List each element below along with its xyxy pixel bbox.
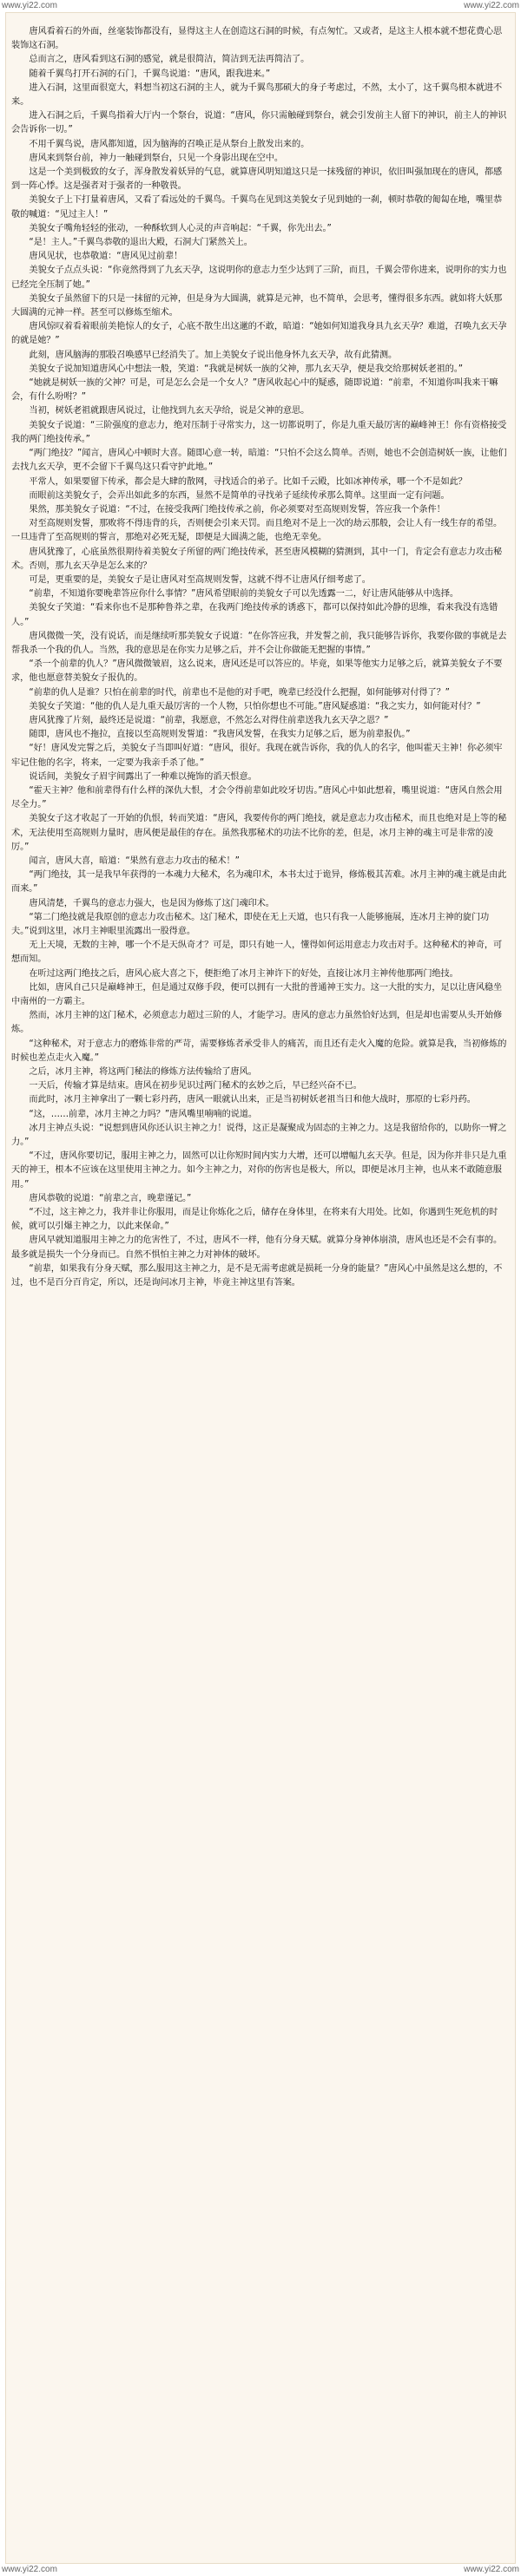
paragraph: 美貌女子说加知道唐风心中想法一般，笑道：“我就是树妖一族的父神，那九玄天孕，便是我交给那树妖老祖的。” [29,364,463,374]
paragraph: 当初，树妖老祖就跟唐风说过，让他找到九玄天孕给，说是父神的意思。 [29,406,310,416]
paragraph: “前辈，不知道你要晚辈答应你什么事情？”唐风希望眼前的美貌女子可以先透露一二，好让唐风能够从中选择。 [29,589,458,600]
paragraph: 唐风恭敬的说道：“前辈之言，晚辈谨记。” [29,1193,192,1203]
paragraph: 唐风清楚，千翼鸟的意志力强大，也是因为修炼了这门魂印术。 [29,898,274,908]
paragraph: 进入石洞之后，千翼鸟指着大厅内一个祭台，说道：“唐风，你只需触碰到祭台，就会引发前主人留下的神识，前主人的神识会告诉你一切。” [11,111,507,135]
paragraph: 美貌女子说道：“三阶强度的意志力，绝对压制于寻常实力，这一切都说明了，你是九重天最厉害的巅峰神王！你有资格接受我的两门绝技传承。” [11,420,507,444]
paragraph: 进入石洞，这里面很宽大，料想当初这石洞的主人，就为千翼鸟那硕大的身子考虑过，不然，太小了，这千翼鸟根本就进不来。 [11,82,503,108]
watermark-bottom-right: www.yi22.com [464,2565,519,2574]
paragraph: 唐风犹豫了，心底虽然很期待着美貌女子所留的两门绝技传承，甚至唐风模糊的猜测到，其中一门，肯定会有意志力攻击秘术。否则，那九玄天孕是怎么来的？ [11,547,503,571]
paragraph: 美貌女子点点头说：“你竟然得到了九玄天孕，这说明你的意志力至少达到了三阶，而且，千翼会带你进来，说明你的实力也已经完全压制了她。” [11,265,507,290]
paragraph: 唐风看着石的外面，丝毫装饰都没有，显得这主人在创造这石洞的时候，有点匆忙。又或者，是这主人根本就不想花费心思装饰这石洞。 [11,27,503,51]
article-page [5,12,516,2564]
paragraph: 美貌女子虽然留下的只是一抹留的元神，但是身为大圆满，就算是元神，也不简单，会思考，懂得很多东西。就如将大妖那大圆满的元神一样。甚至可以修炼至缩术。 [11,293,503,318]
paragraph: 美貌女子笑道：“他的仇人是九重天最厉害的一个人物，只怕你想也不可能。”唐风疑惑道：“我之实力，如何能对付？” [29,701,481,711]
paragraph: 这是一个美到极致的女子，浑身散发着妖异的气息，就算唐风明知道这只是一抹残留的神识，依旧叫强加现在的唐风，都感到一阵心悸。这是强者对于强者的一种敬畏。 [11,167,503,192]
paragraph: 而此时，冰月主神拿出了一颗七彩丹药，唐风一眼就认出来，正是当初树妖老祖当日和他大战时，那原的七彩丹药。 [29,1095,476,1105]
paragraph: 果然，那美貌女子说道：“不过，在接受我两门绝技传承之前，你必须要对至高规则发誓，答应我一个条件！ [29,504,445,515]
paragraph: “前辈，如果我有分身天赋，那么服用这主神之力，是不是无需考虑就是损耗一分身的能量？”唐风心中虽然是这么想的，不过，也不是百分百肯定，所以，还是询问冰月主神，毕竟主神这里有答案。 [11,1263,503,1288]
paragraph: 之后，冰月主神，将这两门秘法的修炼方法传输给了唐风。 [29,1067,257,1078]
paragraph: 比如，唐风自己只是巅峰神王，但是通过双修手段，便可以拥有一大批的普通神王实力。这一大批的实力，足以让唐风稳坐中南州的一方霸主。 [11,982,503,1007]
watermark-bottom [0,2564,521,2576]
paragraph: 随着千翼鸟打开石洞的石门，千翼鸟说道：“唐风，跟我进来。” [29,69,271,79]
paragraph: 而眼前这美貌女子，会弄出如此多的东西，显然不是简单的寻找弟子延续传承那么简单。这里面一定有问题。 [29,490,450,501]
paragraph: 对至高规则发誓，那败将不得违背的兵，否则便会引来天罚。而且绝对不是上一次的劫云那般，会让人有一线生存的希望。一旦违背了至高规则的誓言，那绝对必死无疑，即便是大圆满之能，也绝无幸免。 [11,519,503,543]
paragraph: 此刻，唐风脑海的那股召唤感早已经消失了。加上美貌女子说出他身怀九玄天孕，故有此猜测。 [29,350,398,360]
watermark-top-right: www.yi22.com [464,1,519,10]
paragraph: 唐风微微一笑，没有说话，而是继续听那美貌女子说道：“在你答应我，并发誓之前，我只能够告诉你，我要你做的事就是去帮我杀一个我的仇人。当然，我的意思是在你实力足够之后，并不会让你做能无把握的事情。” [11,631,507,655]
paragraph: “不过，唐风你要切记，服用主神之力，固然可以让你短时间内实力大增，还可以增幅九玄天孕。但是，因为你并非只是九重天的神王，根本不应该在这里使用主神之力。如今主神之力，对你的伤害也是极大，所以，即便是冰月主神，也从来不敢随意服用。” [11,1151,507,1190]
paragraph: “这，……前辈，冰月主神之力吗？”唐风嘴里喃喃的说道。 [29,1109,257,1119]
paragraph: 美貌女子这才收起了一开始的仇恨，转而笑道：“唐风，我要传你的两门绝技，就是意志力攻击秘术，而且也绝对是上等的秘术，无法使用至高规则力量时，唐风便是最佳的存在。虽然我那秘术的功法不比你的差，但是，冰月主神的魂主可是非常的凌厉。” [11,814,507,852]
paragraph: “第二门绝技就是我原创的意志力攻击秘术。这门秘术，即使在无上天道，也只有我一人能够施展，连冰月主神的旋门功夫。”说到这里，冰月主神眼里流露出一股得意。 [11,912,490,936]
paragraph: 唐风见状，也恭敬道：“唐风见过前辈！ [29,252,183,262]
paragraph: “好！唐风发完誓之后，美貌女子当即叫好道：“唐风，很好。我现在就告诉你，我的仇人的名字，他叫霍天主神！你必须牢牢记住他的名字，将来，一定要为我亲手杀了他。” [11,744,503,768]
paragraph: 总而言之，唐风看到这石洞的感觉，就是很简洁，简洁到无法再简洁了。 [29,55,310,65]
watermark-top [0,0,521,12]
paragraph: 唐风惊叹着看着眼前美艳惊人的女子，心底不散生出这邋的不敢，暗道：“她如何知道我身具九玄天孕？难道，召唤九玄天孕的就是她？” [11,322,507,346]
paragraph: 美貌女子嘴角轻轻的张动，一种酥软到人心灵的声音响起：“千翼，你先出去。” [29,223,332,233]
paragraph: 美貌女子上下打量着唐风，又看了看远处的千翼鸟。千翼鸟在见到这美貌女子见到她的一刹，顿时恭敬的匍匐在地，嘴里恭敬的喊道：“见过主人！” [11,195,503,220]
paragraph: 唐风来到祭台前，神力一触碰到祭台，只见一个身影出现在空中。 [29,153,283,163]
paragraph: “霍天主神？他和前辈得有什么样的深仇大恨，才会令得前辈如此咬牙切齿。”唐风心中如此想着，嘴里说道：“唐风自然会用尽全力。” [11,785,503,810]
paragraph: “她就是树妖一族的父神？可是，可是怎么会是一个女人？”唐风收起心中的疑惑，随即说道：“前辈，不知道你叫我来干嘛会，有什么吩咐？” [11,378,498,403]
paragraph: 闻言，唐风大喜，暗道：“果然有意志力攻击的秘术！” [29,855,240,866]
paragraph: 说话间，美貌女子眉宇间露出了一种难以掩饰的滔天恨意。 [29,771,257,782]
paragraph: 平常人，如果要留下传承，都会是大肆的散网，寻找适合的弟子。比如千云殿，比如冰神传承，哪一个不是如此？ [29,476,467,487]
paragraph: 然而，冰月主神的这门秘术，必须意志力超过三阶的人，才能学习。唐风的意志力虽然恰好达到，但是却也需要从头开始修炼。 [11,1011,503,1035]
paragraph: “是！主人。”千翼鸟恭敬的退出大殿，石洞大门紧然关上。 [29,238,253,248]
paragraph: 可是，更重要的是，美貌女子是让唐风对至高规则发誓，这就不得不让唐风仔细考虑了。 [29,574,371,585]
paragraph: “两门绝技？”闻言，唐风心中顿时大喜。随即心意一转，暗道：“只怕不会这么简单。否则，她也不会创造树妖一族，让他们去找九玄天孕，更不会留下千翼鸟这只看守护此地。” [11,449,507,473]
watermark-top-left: www.yi22.com [2,1,57,10]
paragraph: 一天后，传输才算是结束。唐风在初步见识过两门秘术的玄妙之后，早已经兴奋不已。 [29,1081,362,1091]
paragraph: “两门绝技，其一是我早年获得的一本魂力大秘术，名为魂印术，本书太过于诡异，修炼极其苦难。冰月主神的魂主就是由此而来。” [11,870,507,895]
paragraph: “这种秘术，对于意志力的磨炼非常的严苛，需要修炼者承受非人的痛苦，而且还有走火入魔的危险。就算是我，当初修炼的时候也差点走火入魔。” [11,1039,507,1063]
paragraph: 唐风犹豫了片刻，最终还是说道：“前辈，我愿意，不然怎么对得住前辈送我九玄天孕之恩？” [29,715,389,725]
paragraph: 在听过这两门绝技之后，唐风心底大喜之下，便拒绝了冰月主神许下的好处，直接让冰月主神传他那两门绝技。 [29,968,458,979]
paragraph: “前辈的仇人是谁？只怕在前辈的时代，前辈也不是他的对手吧，晚辈已经没什么把握，如何能够对付得了？” [29,687,450,698]
paragraph: 无上天境，无数的主神，哪一个不是天纵奇才？可是，即只有她一人，懂得如何运用意志力攻击对手。这种秘术的神奇，可想而知。 [11,941,503,965]
paragraph: “杀一个前辈的仇人？”唐风微微皱眉，这么说来，唐风还是可以答应的。毕竟，如果等他实力足够之后，就算美貌女子不要求，他也愿意替美貌女子报仇的。 [11,659,503,684]
article-body [6,13,515,1290]
paragraph: 冰月主神点头说：“说想到唐风你还认识主神之力！说得，这正是凝聚成为固态的主神之力。这是我留给你的，以助你一臂之力。” [11,1123,507,1148]
paragraph: 不用千翼鸟说，唐风都知道，因为脑海的召唤正是从祭台上散发出来的。 [29,139,310,149]
paragraph: 唐风早就知道服用主神之力的危害性了，不过，唐风不一样，他有分身天赋。就算分身神体崩溃，唐风也还是不会有事的。最多就是损失一个分身而已。自然不惧怕主神之力对神体的破坏。 [11,1236,503,1260]
paragraph: 随即，唐风也不拖拉，直接以至高规则发誓道：“我唐风发誓，在我实力足够之后，愿为前辈报仇。” [29,730,411,740]
paragraph: “不过，这主神之力，我并非让你服用，而是让你炼化之后，储存在身体里，在将来有大用处。比如，你遇到生死危机的时候，就可以引爆主神之力，以此来保命。” [11,1208,498,1232]
watermark-bottom-left: www.yi22.com [2,2565,57,2574]
paragraph: 美貌女子笑道：“看来你也不是那种鲁莽之辈，在我两门绝技传承的诱惑下，都可以保持如此冷静的思维，看来我没有选错人。” [11,603,498,627]
